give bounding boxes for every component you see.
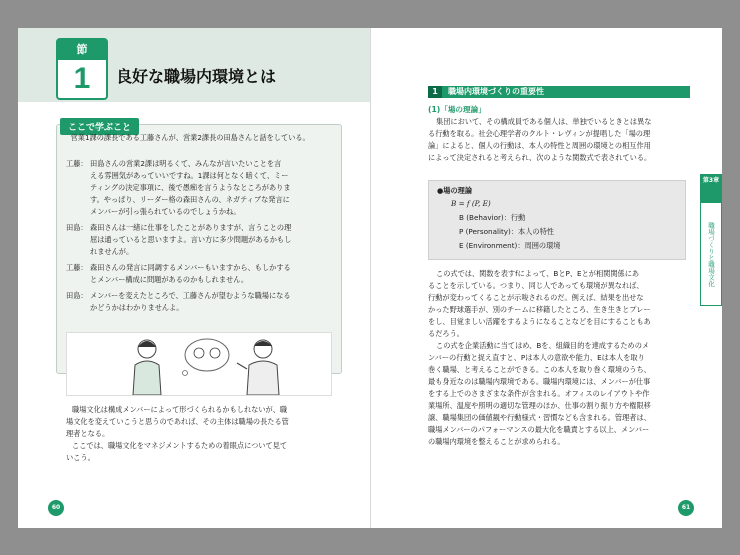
subheading: (1)「場の理論」 bbox=[428, 105, 486, 114]
speaker: 田島： bbox=[66, 291, 88, 300]
section-number: 1 bbox=[73, 62, 91, 95]
theory-title: ●場の理論 bbox=[437, 186, 473, 195]
dialogue-line: メンバーが引っ張られているのでしょうかね。 bbox=[90, 207, 241, 216]
illustration bbox=[66, 332, 332, 396]
body-line: 業場所、温度や照明の適切な管理のほか、仕事の割り振り方や権限移 bbox=[428, 401, 651, 410]
dialogue-line: かどうかはわかりませんよ。 bbox=[90, 303, 184, 312]
speaker: 工藤： bbox=[66, 263, 88, 272]
theory-item: P (Personality)：本人の特性 bbox=[459, 227, 554, 236]
conversation-illustration bbox=[67, 333, 331, 395]
chapter-title: 職場づくりと職場文化 bbox=[700, 202, 722, 306]
body-line: 職場文化は構成メンバーによって形づくられるかもしれないが、職 bbox=[72, 405, 288, 414]
theory-item: E (Environment)：周囲の環境 bbox=[459, 241, 561, 250]
body-line: の職場内環境を整えることが求められる。 bbox=[428, 437, 565, 446]
body-line: ここでは、職場文化をマネジメントするための着眼点について見て bbox=[72, 441, 288, 450]
section-number-tab bbox=[56, 38, 108, 100]
body-line: 集団において、その構成員である個人は、単独でいるときとは異な bbox=[436, 117, 652, 126]
dialogue-line: ティングの決定事項に、後で愚痴を言うようなところがありま bbox=[90, 183, 291, 192]
intro-text bbox=[66, 132, 332, 144]
body-line: るだろう。 bbox=[428, 329, 464, 338]
learn-label: ここで学ぶこと bbox=[60, 118, 139, 135]
heading-number: 1 bbox=[428, 86, 442, 98]
dialogue-line: 田島さんの営業2課は明るくて、みんなが言いたいことを言 bbox=[90, 159, 282, 168]
body-line: 巻く職場、と考えることができる。この本人を取り巻く環境のうち、 bbox=[428, 365, 651, 374]
body-line: いこう。 bbox=[66, 453, 95, 462]
dialogue-text bbox=[90, 290, 332, 314]
theory-formula: B = f (P, E) bbox=[451, 199, 491, 208]
body-line: 行動が変わってくることが示唆されるのだ。例えば、結果を出せな bbox=[428, 293, 644, 302]
para-1 bbox=[428, 116, 690, 164]
gutter bbox=[370, 28, 371, 528]
intro-line: 営業1課の課長である工藤さんが、営業2課長の田島さんと話をしている。 bbox=[70, 133, 310, 142]
dialogue-line: れませんが。 bbox=[90, 247, 134, 256]
heading-text: 職場内環境づくりの重要性 bbox=[448, 87, 544, 96]
body-line: ンバーの行動と捉え直すと、Pは本人の意欲や能力、Eは本人を取り bbox=[428, 353, 645, 362]
dialogue-line: 森田さんは一緒に仕事をしたことがありますが、言うことの理 bbox=[90, 223, 292, 232]
heading-bar bbox=[428, 86, 690, 98]
book-spread bbox=[18, 28, 722, 528]
body-line: 職場メンバーのパフォーマンスの最大化を職責とする以上、メンバー bbox=[428, 425, 650, 434]
dialogue-line: 森田さんの発言に同調するメンバーもいますから、もしかする bbox=[90, 263, 291, 272]
chapter-side-tab bbox=[700, 174, 722, 306]
theory-item: B (Behavior)：行動 bbox=[459, 213, 526, 222]
body-line: かった野球選手が、別のチームに移籍したところ、生き生きとプレー bbox=[428, 305, 651, 314]
dialogue-text bbox=[90, 222, 332, 258]
dialogue-line: 屈は通っていると思いますよ。言い方に多少問題があるかもし bbox=[90, 235, 292, 244]
dialogue-text bbox=[90, 158, 332, 218]
body-line: 最も身近なのは職場内環境である。職場内環境には、メンバーが仕事 bbox=[428, 377, 651, 386]
speaker: 田島： bbox=[66, 223, 88, 232]
body-line: 譲、職場集団の価値観や行動様式・習慣なども含まれる。管理者は、 bbox=[428, 413, 651, 422]
body-line: 論」によると、個人の行動は、本人の特性と周囲の環境との相互作用 bbox=[428, 141, 651, 150]
page-number-right: 61 bbox=[678, 500, 694, 516]
body-line: この式では、関数を表すfによって、BとP、Eとが相関関係にあ bbox=[436, 269, 640, 278]
section-title: 良好な職場内環境とは bbox=[116, 67, 277, 86]
dialogue-line: える雰囲気があっていいですね。1課は何となく暗くて、ミー bbox=[90, 171, 289, 180]
dialogue-line: とメンバー構成に問題があるのかもしれません。 bbox=[90, 275, 249, 284]
body-line: 場文化を変えていこうと思うのであれば、その主体は職場の長たる管 bbox=[66, 417, 289, 426]
body-line: によって決定されると考えられ、次のような関数式で表されている。 bbox=[428, 153, 652, 162]
speaker: 工藤： bbox=[66, 159, 88, 168]
section-label: 節 bbox=[58, 40, 106, 60]
page-number-left: 60 bbox=[48, 500, 64, 516]
dialogue-text bbox=[90, 262, 332, 286]
para-2 bbox=[428, 268, 690, 448]
body-line: る行動を取る。社会心理学者のクルト・レヴィンが提唱した「場の理 bbox=[428, 129, 651, 138]
body-line: 理者となる。 bbox=[66, 429, 110, 438]
body-line: をする上でのさまざまな条件が含まれる。オフィスのレイアウトや作 bbox=[428, 389, 650, 398]
dialogue-line: メンバーを変えたところで、工藤さんが望むような職場になる bbox=[90, 291, 291, 300]
chapter-number: 第3章 bbox=[700, 174, 722, 202]
body-line: ることを示している。つまり、同じ人であっても環境が異なれば、 bbox=[428, 281, 644, 290]
body-line: をし、目覚ましい活躍をするようになることなどを目にすることもあ bbox=[428, 317, 651, 326]
theory-box bbox=[428, 180, 686, 260]
dialogue-line: す。やっぱり、リーダー格の森田さんの、ネガティブな発言に bbox=[90, 195, 290, 204]
closing-text bbox=[66, 404, 332, 464]
body-line: この式を企業活動に当てはめ、Bを、組織目的を達成するためのメ bbox=[436, 341, 650, 350]
